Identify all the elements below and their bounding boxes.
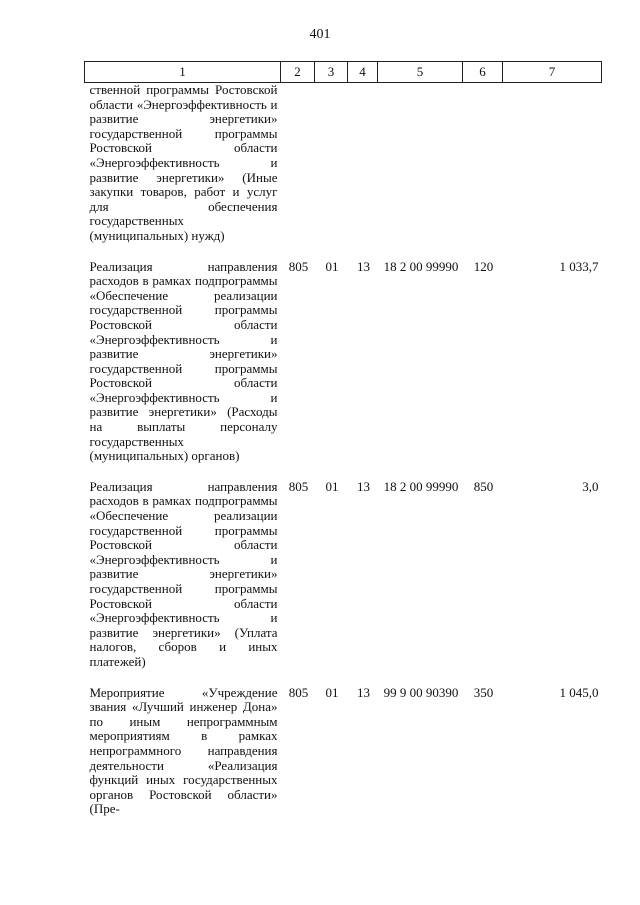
row-subsection: 13 (357, 258, 370, 274)
row-description: ственной программы Ростовской области «Энергоэффективность и развитие энергетики» государственной программы Ростовской области «Энергоэффективность и развитие энергетики» (Иные закупки товаров, работ и услуг для обеспечения государственных (муниципальных) нужд) (89, 82, 278, 243)
header-col-3: 3 (315, 62, 348, 83)
row-section: 01 (325, 478, 339, 494)
row-section: 01 (325, 258, 339, 274)
table-row (85, 682, 602, 829)
budget-table (84, 61, 602, 829)
row-target-article (378, 83, 463, 256)
row-target-article: 18 2 00 99990 (383, 478, 459, 494)
table-row (85, 83, 602, 256)
row-section (315, 83, 348, 256)
row-admin-code (281, 83, 315, 256)
row-subsection: 13 (357, 478, 370, 494)
row-amount: 1 045,0 (559, 684, 599, 700)
header-col-7: 7 (503, 62, 602, 83)
header-row (85, 62, 602, 83)
row-admin-code: 805 (288, 258, 309, 274)
row-amount (503, 83, 602, 256)
row-expense-type: 350 (473, 684, 494, 700)
row-subsection: 13 (357, 684, 370, 700)
row-target-article: 18 2 00 99990 (383, 258, 459, 274)
row-expense-type: 850 (473, 478, 494, 494)
header-col-4: 4 (348, 62, 378, 83)
row-subsection (348, 83, 378, 256)
row-section: 01 (325, 684, 339, 700)
row-description: Мероприятие «Учреждение звания «Лучший инженер Дона» по иным непрограммным мероприятиям в рамках непрограммного направдения деятельности «Реализация функций иных государственных органов Ростовской области» (Пре- (89, 684, 278, 817)
page-number: 401 (309, 27, 331, 42)
header-col-6: 6 (463, 62, 503, 83)
row-description: Реализация направления расходов в рамках подпрограммы «Обеспечение реализации государственной программы Ростовской области «Энергоэффективность и развитие энергетики» государственной программы Ростовской области «Энергоэффективность и развитие энергетики» (Расходы на выплаты персоналу государственных (муниципальных) органов) (89, 258, 278, 464)
row-expense-type (463, 83, 503, 256)
header-col-1: 1 (85, 62, 281, 83)
header-col-2: 2 (281, 62, 315, 83)
row-admin-code: 805 (288, 478, 309, 494)
row-target-article: 99 9 00 90390 (383, 684, 459, 700)
row-amount: 1 033,7 (559, 258, 599, 274)
row-expense-type: 120 (473, 258, 494, 274)
row-admin-code: 805 (288, 684, 309, 700)
row-description: Реализация направления расходов в рамках подпрограммы «Обеспечение реализации государственной программы Ростовской области «Энергоэффективность и развитие энергетики» государственной программы Ростовской области «Энергоэффективность и развитие энергетики» (Уплата налогов, сборов и иных платежей) (89, 478, 278, 669)
table-row (85, 256, 602, 476)
row-amount: 3,0 (582, 478, 599, 494)
table-row (85, 476, 602, 682)
header-col-5: 5 (378, 62, 463, 83)
